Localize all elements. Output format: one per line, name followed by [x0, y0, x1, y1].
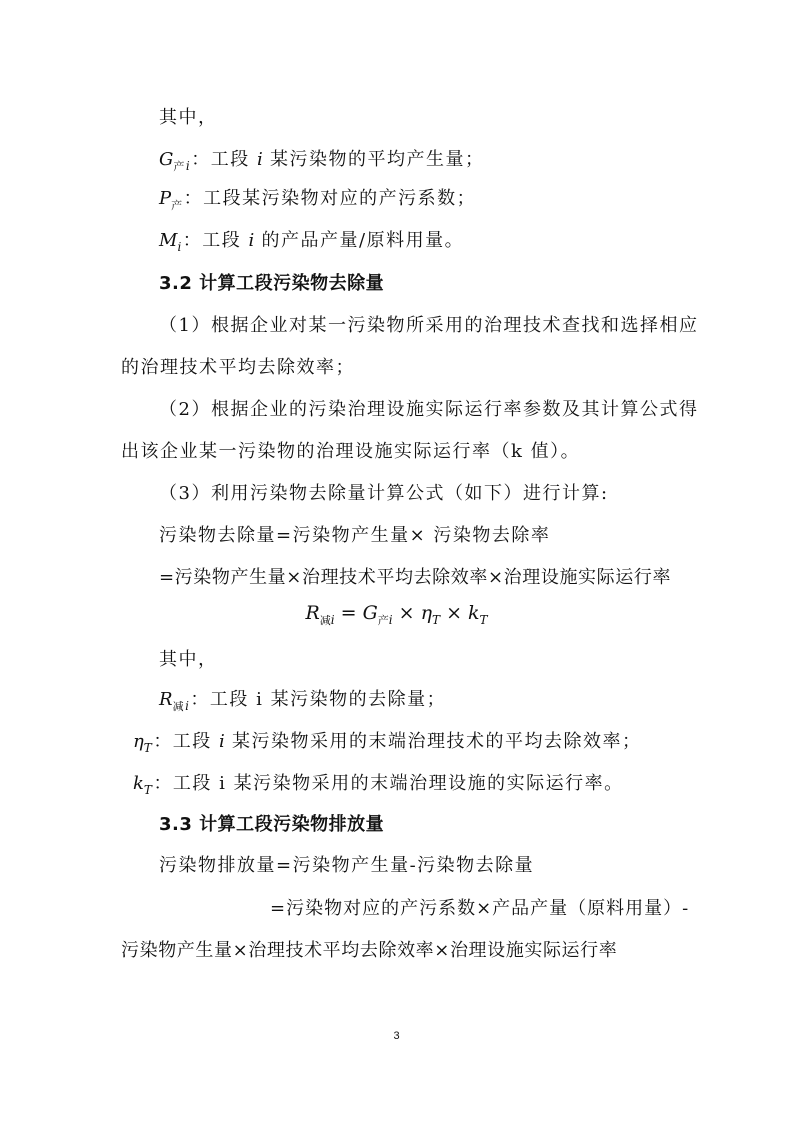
definition-text: ：工段 [153, 731, 220, 752]
subscript-t: T [479, 613, 488, 627]
paragraph-2-line-2: 出该企业某一污染物的治理设施实际运行率（k 值）。 [121, 441, 581, 462]
subscript-t: T [432, 613, 441, 627]
symbol-m: M [159, 230, 178, 251]
definition-text: ：工段 [182, 230, 249, 251]
definition-g-chan [159, 148, 484, 179]
symbol-eta: η [133, 731, 144, 752]
subscript-chan: 产 [173, 160, 186, 173]
definition-p-chan [159, 187, 476, 218]
subscript-i: i [177, 240, 183, 254]
page-number: 3 [393, 1030, 400, 1042]
definition-text: ：工段 [191, 149, 257, 170]
definition-k [133, 772, 624, 802]
text-qizhong-1: 其中， [159, 107, 218, 128]
symbol-p: P [159, 188, 172, 209]
symbol-r: R [159, 689, 173, 710]
formula-removal [0, 600, 793, 634]
paragraph-1-line-1: （1）根据企业对某一污染物所采用的治理技术查找和选择相应 [159, 315, 699, 336]
subscript-i: i [330, 613, 335, 627]
definition-text: ：工段 i 某污染物采用的末端治理设施的实际运行率。 [153, 773, 624, 794]
subscript-jian: 减 [319, 614, 331, 627]
symbol-k: k [133, 773, 144, 794]
definition-m [159, 229, 464, 259]
section-heading-3-2: 3.2 计算工段污染物去除量 [159, 273, 385, 294]
equation-removal-line-2: =污染物产生量×治理技术平均去除效率×治理设施实际运行率 [159, 567, 672, 588]
definition-text: ：工段某污染物对应的产污系数； [183, 188, 477, 209]
paragraph-3: （3）利用污染物去除量计算公式（如下）进行计算: [159, 483, 609, 504]
subscript-chan: 产 [171, 199, 184, 212]
definition-text: 的产品产量/原料用量。 [254, 230, 465, 251]
definition-eta [133, 730, 642, 760]
symbol-r: R [305, 602, 320, 624]
definition-text: ：工段 i 某污染物的去除量； [190, 689, 447, 710]
symbol-g: G [159, 149, 174, 170]
equation-removal-line-1: 污染物去除量=污染物产生量× 污染物去除率 [159, 525, 551, 546]
symbol-eta: η [420, 602, 433, 624]
subscript-jian: 减 [172, 700, 186, 713]
equation-emission-line-1: 污染物排放量=污染物产生量-污染物去除量 [159, 855, 535, 876]
section-heading-3-3: 3.3 计算工段污染物排放量 [159, 814, 385, 835]
symbol-k: k [468, 602, 480, 624]
text-qizhong-2: 其中， [159, 649, 218, 670]
times-sign: × [440, 602, 469, 624]
definition-text: 某污染物的平均产生量； [262, 149, 485, 170]
subscript-t: T [143, 783, 154, 797]
symbol-g: G [362, 602, 378, 624]
definition-r-jian [159, 688, 446, 719]
subscript-i: i [185, 159, 192, 173]
variable-i: i [219, 731, 225, 752]
variable-i: i [248, 230, 255, 251]
subscript-i: i [185, 699, 191, 713]
variable-i: i [256, 149, 263, 170]
subscript-t: T [143, 741, 154, 755]
subscript-chan: 产 [377, 614, 389, 627]
subscript-i: i [388, 613, 393, 627]
equation-emission-line-3: 污染物产生量×治理技术平均去除效率×治理设施实际运行率 [121, 940, 618, 961]
paragraph-2-line-1: （2）根据企业的污染治理设施实际运行率参数及其计算公式得 [159, 399, 699, 420]
equals-sign: = [334, 602, 363, 624]
paragraph-1-line-2: 的治理技术平均去除效率； [121, 357, 355, 378]
equation-emission-line-2: =污染物对应的产污系数×产品产量（原料用量）- [270, 898, 690, 919]
definition-text: 某污染物采用的末端治理技术的平均去除效率； [224, 731, 642, 752]
times-sign: × [392, 602, 421, 624]
